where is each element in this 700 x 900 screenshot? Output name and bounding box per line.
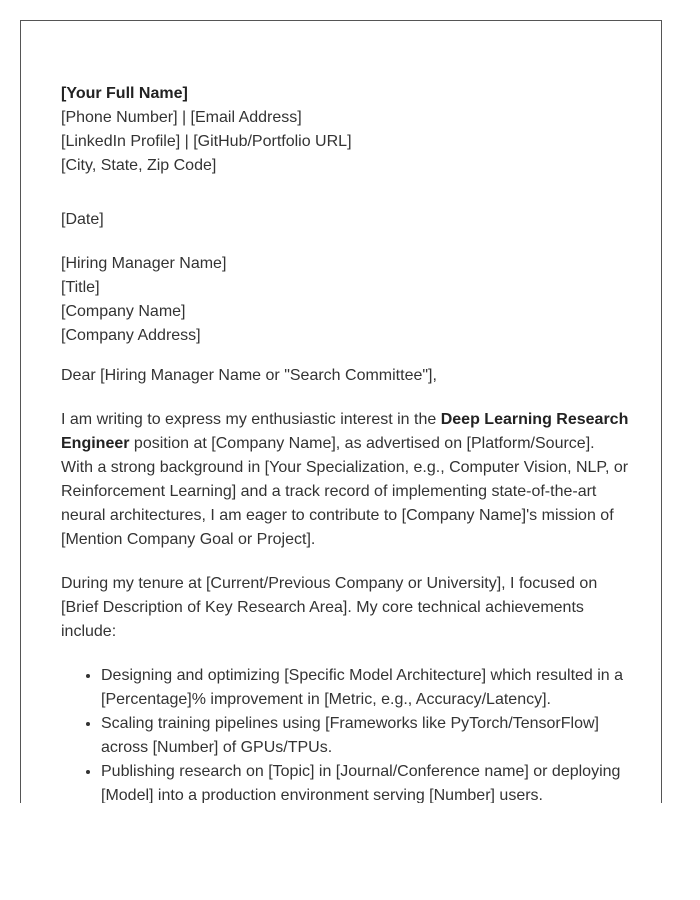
sender-contact-phone-email: [Phone Number] | [Email Address] — [61, 109, 302, 126]
list-item: • Designing and optimizing [Specific Model Architecture] which resulted in a [Percentage]% improvement in [Metric, e.g., Accuracy/Latency]. — [101, 664, 631, 712]
letter-content — [61, 82, 631, 803]
experience-paragraph: During my tenure at [Current/Previous Company or University], I focused on [Brief Description of Key Research Area]. My core technical achievements include: — [61, 575, 598, 640]
recipient-block — [61, 252, 631, 348]
sender-name: [Your Full Name] — [61, 85, 188, 102]
list-item: • Scaling training pipelines using [Frameworks like PyTorch/TensorFlow] across [Number] of GPUs/TPUs. — [101, 712, 631, 760]
list-item: • Publishing research on [Topic] in [Journal/Conference name] or deploying [Model] into a production environment serving [Number] users. — [101, 760, 631, 803]
sender-header — [61, 82, 631, 178]
recipient-name: [Hiring Manager Name] — [61, 255, 227, 272]
intro-text-after: position at [Company Name], as advertised on [Platform/Source]. With a strong background in [Your Specialization, e.g., Computer Vision, NLP, or Reinforcement Learning] and a track record of implementing state-of-the-art neural architectures, I am eager to contribute to [Company Name]'s mission of [Mention Company Goal or Project]. — [61, 435, 629, 548]
intro-text-before: I am writing to express my enthusiastic interest in the — [61, 411, 441, 428]
intro-paragraph — [61, 408, 631, 552]
letter-page — [20, 20, 662, 803]
sender-location: [City, State, Zip Code] — [61, 157, 217, 174]
recipient-address: [Company Address] — [61, 327, 201, 344]
job-title-highlight: Deep Learning Research Engineer — [61, 411, 629, 452]
recipient-title: [Title] — [61, 279, 100, 296]
salutation: Dear [Hiring Manager Name or "Search Committee"], — [61, 367, 437, 384]
recipient-company: [Company Name] — [61, 303, 186, 320]
sender-contact-links: [LinkedIn Profile] | [GitHub/Portfolio URL] — [61, 133, 352, 150]
letter-date: [Date] — [61, 211, 104, 228]
achievements-list — [61, 664, 631, 803]
